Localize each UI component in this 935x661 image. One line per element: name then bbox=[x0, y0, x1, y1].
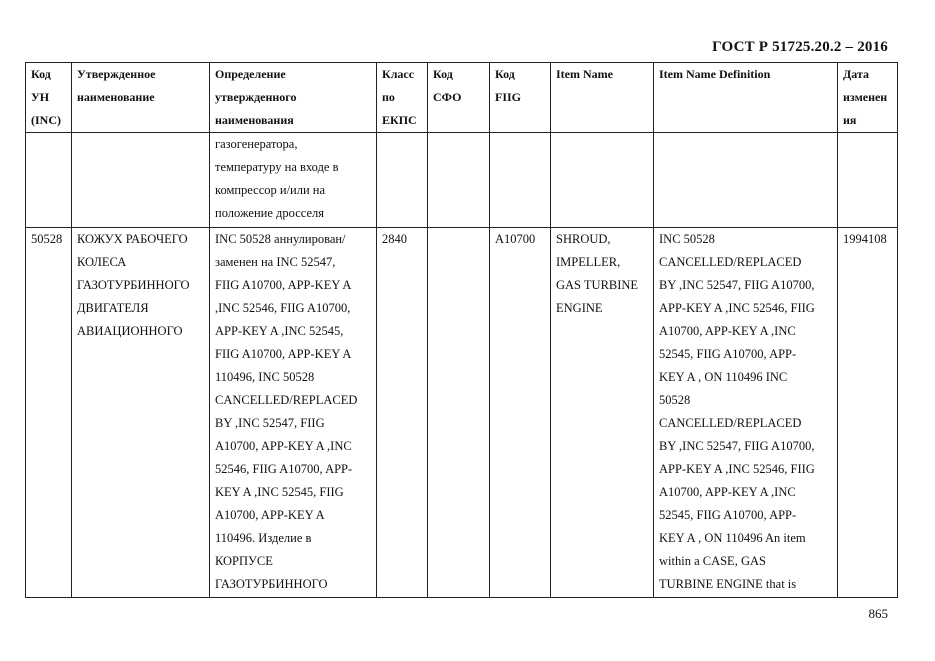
cell-date bbox=[838, 133, 898, 228]
table-header-row bbox=[26, 63, 898, 133]
cell-definition: INC 50528 аннулирован/ заменен на INC 52547, FIIG A10700, APP-KEY A ,INC 52546, FIIG A10700, APP-KEY A ,INC 52545, FIIG A10700, APP-KEY A 110496, INC 50528 CANCELLED/REPLACED BY ,INC 52547, FIIG A10700, APP-KEY A ,INC 52546, FIIG A10700, APP- KEY A ,INC 52545, FIIG A10700, APP-KEY A 110496. Изделие в КОРПУСЕ ГАЗОТУРБИННОГО bbox=[210, 228, 377, 598]
table-row bbox=[26, 228, 898, 598]
cell-inc: 50528 bbox=[26, 228, 72, 598]
standard-number: ГОСТ Р 51725.20.2 – 2016 bbox=[712, 39, 888, 55]
col-date-header: Дата изменен ия bbox=[838, 63, 898, 133]
cell-name: КОЖУХ РАБОЧЕГО КОЛЕСА ГАЗОТУРБИННОГО ДВИГАТЕЛЯ АВИАЦИОННОГО bbox=[72, 228, 210, 598]
cell-name bbox=[72, 133, 210, 228]
cell-sfo bbox=[428, 228, 490, 598]
cell-fiig: A10700 bbox=[490, 228, 551, 598]
col-definition-header: Определение утвержденного наименования bbox=[210, 63, 377, 133]
col-inc-header: Код УН (INC) bbox=[26, 63, 72, 133]
cell-inc bbox=[26, 133, 72, 228]
col-item-name-header: Item Name bbox=[551, 63, 654, 133]
cell-definition: газогенератора, температуру на входе в компрессор и/или на положение дросселя bbox=[210, 133, 377, 228]
cell-class: 2840 bbox=[377, 228, 428, 598]
col-item-definition-header: Item Name Definition bbox=[654, 63, 838, 133]
page-number: 865 bbox=[868, 606, 888, 621]
col-class-header: Класс по ЕКПС bbox=[377, 63, 428, 133]
cell-date: 1994108 bbox=[838, 228, 898, 598]
cell-class bbox=[377, 133, 428, 228]
cell-sfo bbox=[428, 133, 490, 228]
cell-fiig bbox=[490, 133, 551, 228]
cell-item-definition: INC 50528 CANCELLED/REPLACED BY ,INC 52547, FIIG A10700, APP-KEY A ,INC 52546, FIIG A10700, APP-KEY A ,INC 52545, FIIG A10700, APP- KEY A , ON 110496 INC 50528 CANCELLED/REPLACED BY ,INC 52547, FIIG A10700, APP-KEY A ,INC 52546, FIIG A10700, APP-KEY A ,INC 52545, FIIG A10700, APP- KEY A , ON 110496 An item within a CASE, GAS TURBINE ENGINE that is bbox=[654, 228, 838, 598]
cell-item-name: SHROUD, IMPELLER, GAS TURBINE ENGINE bbox=[551, 228, 654, 598]
col-fiig-header: Код FIIG bbox=[490, 63, 551, 133]
cell-item-definition bbox=[654, 133, 838, 228]
catalog-table bbox=[25, 62, 898, 598]
table-row bbox=[26, 133, 898, 228]
cell-item-name bbox=[551, 133, 654, 228]
col-sfo-header: Код СФО bbox=[428, 63, 490, 133]
col-name-header: Утвержденное наименование bbox=[72, 63, 210, 133]
